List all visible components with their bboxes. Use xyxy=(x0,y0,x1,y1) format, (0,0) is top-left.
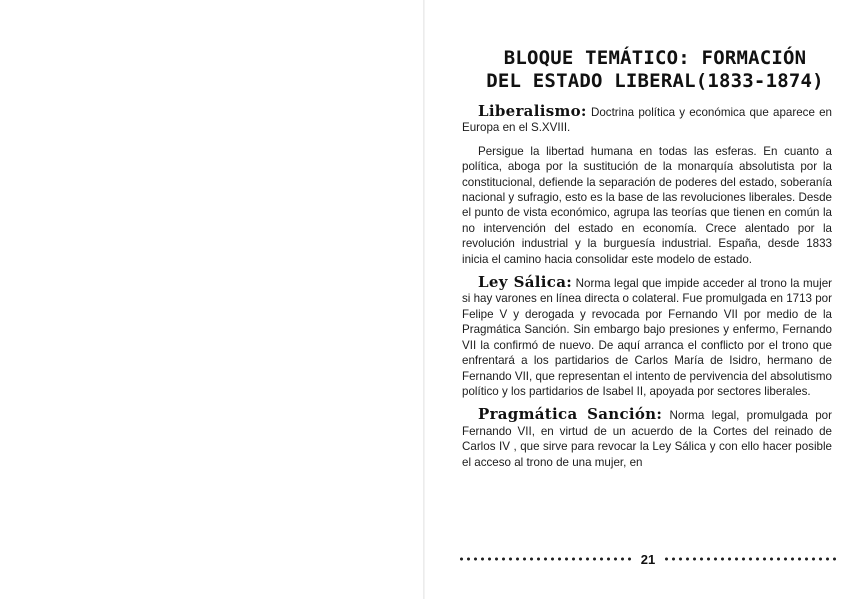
paragraph-pragmatica xyxy=(462,407,832,470)
page-title xyxy=(465,47,845,93)
paragraph-liberalismo xyxy=(462,104,832,136)
body-text xyxy=(462,104,832,478)
dotted-rule-left xyxy=(458,557,633,561)
term-pragmatica: Pragmática Sanción: xyxy=(478,405,663,424)
right-page xyxy=(425,0,848,599)
title-line-1: BLOQUE TEMÁTICO: FORMACIÓN xyxy=(503,46,807,69)
page-footer xyxy=(458,549,838,569)
dotted-rule-right xyxy=(663,557,838,561)
page-number: 21 xyxy=(640,551,656,567)
paragraph-liberalismo-detail: Persigue la libertad humana en todas las esferas. En cuanto a política, aboga por la sustitución de la monarquía absolutista por la constitucional, defiende la separación de poderes del estado, soberanía nacional y sufragio, esto es la base de las revoluciones liberales. Desde el punto de vista económico, agrupa las teorías que tienen en común la no intervención del estado en economía. Crece alentado por la revolución industrial y la burguesía industrial. España, desde 1833 inicia el camino hacia consolidar este modelo de estado. xyxy=(462,144,832,266)
definition-ley-salica: Norma legal que impide acceder al trono la mujer si hay varones en línea directa o colateral. Fue promulgada en 1713 por Felipe V y derogada y revocada por Fernando VII por medio de la Pragmática Sanción. Sin embargo bajo presiones y enfermo, Fernando VII la confirmó de nuevo. De aquí arranca el conflicto por el trono que enfrentará a los partidarios de Carlos María de Isidro, hermano de Fernando VII, que representan el intento de pervivencia del absolutismo político y los partidarios de Isabel II, apoyada por sectores liberales. xyxy=(462,277,832,398)
definition-liberalismo: Doctrina política y económica que aparece en Europa en el S.XVIII. xyxy=(462,106,832,135)
definition-pragmatica: Norma legal, promulgada por Fernando VII, en virtud de un acuerdo de la Cortes del reinado de Carlos IV , que sirve para revocar la Ley Sálica y con ello hacer posible el acceso al trono de una mujer, en xyxy=(462,409,832,469)
title-line-2: DEL ESTADO LIBERAL(1833-1874) xyxy=(486,69,824,92)
term-ley-salica: Ley Sálica: xyxy=(478,273,573,292)
paragraph-ley-salica xyxy=(462,275,832,399)
term-liberalismo: Liberalismo: xyxy=(478,102,587,120)
